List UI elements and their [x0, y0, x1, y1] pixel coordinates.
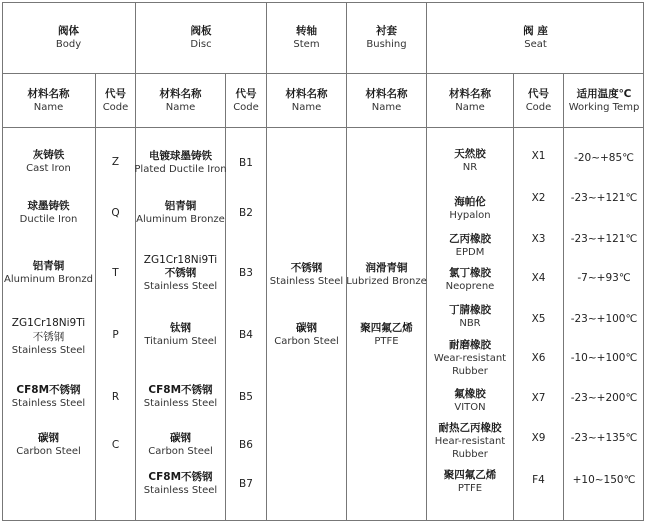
seat-row — [427, 303, 513, 331]
seat-material-zh: 耐热乙丙橡胶 — [438, 421, 502, 434]
seat-material-en: VITON — [454, 402, 486, 413]
seat-temp: -23~+100℃ — [570, 312, 638, 325]
seat-material-zh: 氟橡胶 — [454, 388, 486, 400]
disc-material-en: Stainless Steel — [143, 280, 218, 292]
subheader-code-en: Code — [102, 101, 129, 113]
subheader-name-zh: 材料名称 — [27, 87, 70, 100]
body-material-zh: 碳钢 — [38, 432, 59, 444]
seat-material-en: EPDM — [455, 247, 485, 258]
disc-code: B6 — [239, 438, 253, 451]
seat-code: F4 — [532, 473, 545, 486]
bushing-row — [347, 320, 426, 350]
subheader-stem-name — [267, 74, 346, 127]
seat-code: X6 — [531, 351, 546, 364]
subheader-seat-code — [514, 74, 563, 127]
header-disc-zh: 阀板 — [190, 24, 212, 37]
seat-temp: -23~+200℃ — [570, 391, 638, 404]
disc-row — [136, 382, 225, 412]
stem-row — [267, 260, 346, 290]
seat-row — [427, 468, 513, 496]
seat-code: X2 — [531, 191, 546, 204]
subheader-bushing-name — [347, 74, 426, 127]
body-code: C — [111, 438, 120, 451]
subheader-code-zh: 代号 — [235, 87, 257, 100]
body-row — [2, 198, 95, 228]
seat-temp: -23~+135℃ — [570, 431, 638, 444]
disc-material-zh: 不锈钢 — [164, 266, 197, 279]
disc-material-en: Carbon Steel — [148, 446, 213, 457]
seat-material-en: Wear-resistant — [433, 352, 507, 364]
seat-material-en: Rubber — [452, 365, 488, 377]
subheader-temp-zh: 适用温度℃ — [576, 87, 632, 100]
stem-material-zh: 不锈钢 — [290, 262, 323, 274]
seat-temp: -7~+93℃ — [577, 271, 631, 284]
seat-code: X1 — [531, 149, 546, 162]
seat-code: X7 — [531, 391, 546, 404]
disc-row — [136, 469, 225, 499]
body-material-zh: ZG1Cr18Ni9Ti 不锈钢 — [11, 316, 86, 343]
subheader-temp-en: Working Temp — [568, 101, 640, 113]
col-divider — [513, 73, 514, 521]
subheader-disc-name — [136, 74, 225, 127]
seat-material-zh: 氯丁橡胶 — [449, 267, 491, 279]
disc-material-en: Aluminum Bronze — [136, 214, 225, 225]
disc-row — [136, 198, 225, 228]
header-body-zh: 阀体 — [58, 24, 79, 37]
subheader-body-code — [96, 74, 135, 127]
seat-code: X4 — [531, 271, 546, 284]
header-bushing-en: Bushing — [366, 38, 407, 50]
header-body — [2, 2, 135, 73]
disc-code: B3 — [239, 266, 253, 279]
disc-material-zh: 电镀球墨铸铁 — [149, 150, 212, 162]
seat-code: X9 — [531, 431, 546, 444]
header-bushing — [347, 2, 426, 73]
body-code: Z — [111, 155, 120, 168]
header-seat-zh: 阀 座 — [523, 24, 548, 37]
header-stem-en: Stem — [293, 38, 320, 50]
subheader-name-zh: 材料名称 — [365, 87, 408, 100]
seat-row — [427, 266, 513, 294]
subheader-body-name — [2, 74, 95, 127]
seat-material-zh: 丁腈橡胶 — [449, 304, 491, 316]
disc-material-en: Titanium Steel — [144, 336, 217, 347]
disc-material-zh: CF8M不锈钢 — [148, 471, 213, 483]
subheader-name-zh: 材料名称 — [159, 87, 202, 100]
seat-material-zh: 耐磨橡胶 — [449, 338, 491, 351]
seat-row — [427, 195, 513, 223]
body-material-en: Ductile Iron — [19, 214, 78, 225]
body-code: P — [112, 328, 119, 341]
seat-material-en: Hypalon — [449, 210, 491, 221]
seat-row — [427, 232, 513, 260]
seat-material-zh: 乙丙橡胶 — [449, 233, 491, 245]
subheader-name-en: Name — [291, 101, 322, 113]
seat-material-zh: 天然胶 — [454, 148, 486, 160]
header-seat-en: Seat — [524, 38, 547, 50]
col-divider — [563, 73, 564, 521]
header-bushing-zh: 衬套 — [376, 24, 397, 37]
body-material-zh: 铝青铜 — [32, 260, 65, 272]
seat-material-en: Rubber — [452, 448, 488, 460]
body-row — [2, 258, 95, 288]
seat-material-en: Hear-resistant — [434, 435, 506, 447]
subheader-code-en: Code — [525, 101, 552, 113]
stem-row — [267, 320, 346, 350]
header-disc-en: Disc — [190, 38, 212, 50]
bushing-material-zh: 聚四氟乙烯 — [360, 322, 413, 334]
body-material-en: Cast Iron — [26, 163, 71, 174]
seat-material-en: PTFE — [457, 483, 483, 494]
seat-temp: -23~+121℃ — [570, 191, 638, 204]
body-row — [2, 314, 95, 358]
stem-material-en: Carbon Steel — [274, 336, 339, 347]
seat-row — [427, 338, 513, 378]
body-material-zh: 灰铸铁 — [32, 149, 65, 161]
body-code: T — [112, 266, 119, 279]
header-body-en: Body — [55, 38, 82, 50]
disc-row — [136, 252, 225, 294]
disc-row — [136, 320, 225, 350]
subheader-working-temp — [564, 74, 644, 127]
body-code: R — [111, 390, 120, 403]
bushing-material-zh: 润滑青铜 — [365, 262, 408, 274]
disc-code: B5 — [239, 390, 253, 403]
seat-material-zh: 聚四氟乙烯 — [443, 469, 497, 481]
body-code: Q — [111, 206, 120, 219]
disc-material-en: Stainless Steel — [143, 485, 218, 496]
disc-material-zh: 钛钢 — [170, 322, 191, 334]
seat-material-en: NBR — [459, 318, 481, 329]
disc-row — [136, 148, 225, 178]
subheader-name-en: Name — [371, 101, 402, 113]
seat-temp: -23~+121℃ — [570, 232, 638, 245]
header-stem-zh: 转轴 — [296, 24, 317, 37]
row-divider — [2, 127, 644, 128]
seat-row — [427, 421, 513, 461]
body-material-en: Stainless Steel — [11, 398, 86, 409]
subheader-name-zh: 材料名称 — [449, 87, 491, 100]
stem-material-en: Stainless Steel — [269, 276, 344, 287]
body-material-zh: CF8M不锈钢 — [16, 384, 81, 396]
body-material-en: Aluminum Bronzd — [4, 274, 93, 285]
seat-temp: -20~+85℃ — [574, 151, 634, 164]
body-row — [2, 147, 95, 177]
header-disc — [136, 2, 266, 73]
disc-code: B4 — [239, 328, 253, 341]
stem-material-zh: 碳钢 — [296, 322, 317, 334]
bushing-material-en: Lubrized Bronze — [346, 276, 427, 287]
disc-code: B1 — [239, 156, 253, 169]
seat-row — [427, 147, 513, 175]
bushing-material-en: PTFE — [374, 336, 399, 347]
subheader-seat-name — [427, 74, 513, 127]
body-row — [2, 430, 95, 460]
subheader-code-zh: 代号 — [528, 87, 549, 100]
subheader-code-en: Code — [233, 101, 259, 113]
disc-material-zh: 铝青铜 — [164, 200, 197, 212]
disc-material-en: Stainless Steel — [143, 398, 218, 409]
seat-material-en: Neoprene — [445, 281, 495, 292]
subheader-code-zh: 代号 — [105, 87, 126, 100]
body-material-en: Stainless Steel — [11, 344, 86, 356]
seat-material-zh: 海帕伦 — [454, 196, 486, 208]
disc-code: B7 — [239, 477, 253, 490]
subheader-name-zh: 材料名称 — [285, 87, 328, 100]
bushing-row — [347, 260, 426, 290]
body-material-en: Carbon Steel — [16, 446, 81, 457]
disc-code: B2 — [239, 206, 253, 219]
subheader-disc-code — [226, 74, 266, 127]
disc-row — [136, 430, 225, 460]
seat-code: X5 — [531, 312, 546, 325]
disc-material-zh: 碳钢 — [170, 432, 191, 444]
disc-material-zh: ZG1Cr18Ni9Ti — [143, 253, 218, 266]
seat-temp: +10~150℃ — [572, 473, 636, 486]
subheader-name-en: Name — [165, 101, 196, 113]
seat-row — [427, 387, 513, 415]
seat-material-en: NR — [462, 162, 478, 173]
disc-material-zh: CF8M不锈钢 — [148, 384, 213, 396]
seat-code: X3 — [531, 232, 546, 245]
seat-temp: -10~+100℃ — [570, 351, 638, 364]
body-material-zh: 球墨铸铁 — [27, 200, 70, 212]
header-seat — [427, 2, 644, 73]
body-row — [2, 382, 95, 412]
header-stem — [267, 2, 346, 73]
disc-material-en: Plated Ductile Iron — [134, 164, 227, 175]
subheader-name-en: Name — [455, 101, 485, 113]
subheader-name-en: Name — [33, 101, 64, 113]
